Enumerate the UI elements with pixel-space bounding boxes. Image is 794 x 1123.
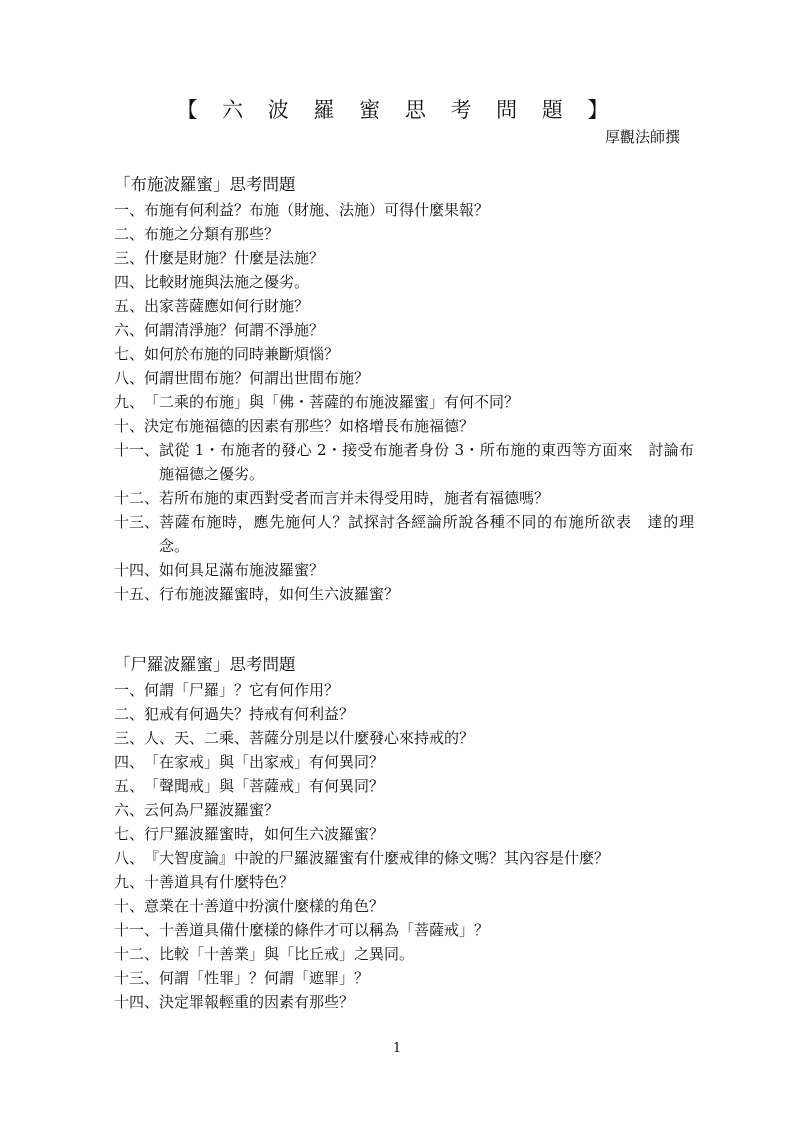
question-text: 布施有何利益？布施（財施、法施）可得什麼果報？ <box>144 201 490 219</box>
question-item <box>114 894 694 918</box>
question-text: 布施之分類有那些？ <box>144 225 280 243</box>
question-text: 什麼是財施？什麼是法施？ <box>144 249 325 267</box>
question-item <box>114 846 694 870</box>
question-item <box>114 798 694 822</box>
question-number: 八、 <box>114 849 145 867</box>
question-number: 九、 <box>114 393 145 411</box>
question-item <box>114 558 694 582</box>
question-number: 一、 <box>114 681 145 699</box>
author-credit: 厚觀法師撰 <box>604 128 680 146</box>
question-text: 何謂「尸羅」？它有何作用？ <box>144 681 340 699</box>
question-text: 比較「十善業」與「比丘戒」之異同。 <box>159 945 415 963</box>
question-number: 十四、 <box>114 561 160 579</box>
question-text: 云何為尸羅波羅蜜？ <box>144 801 280 819</box>
question-number: 一、 <box>114 201 145 219</box>
question-text: 比較財施與法施之優劣。 <box>144 273 310 291</box>
question-item <box>114 726 694 750</box>
question-text: 何謂世間布施？何謂出世間布施？ <box>144 369 370 387</box>
question-number: 十二、 <box>114 945 160 963</box>
question-text: 如何具足滿布施波羅蜜？ <box>159 561 325 579</box>
question-number: 四、 <box>114 753 145 771</box>
page-title: 【 六 波 羅 蜜 思 考 問 題 】 <box>176 98 618 122</box>
question-item <box>114 438 694 486</box>
question-number: 五、 <box>114 777 145 795</box>
section-sila <box>114 652 694 1014</box>
question-text: 十善道具備什麼樣的條件才可以稱為「菩薩戒」？ <box>159 921 490 939</box>
question-number: 七、 <box>114 825 145 843</box>
question-number: 十四、 <box>114 993 160 1011</box>
question-text: 「聲聞戒」與「菩薩戒」有何異同？ <box>144 777 385 795</box>
question-number: 十五、 <box>114 585 160 603</box>
question-number: 十、 <box>114 897 145 915</box>
question-text: 決定布施福德的因素有那些？如格增長布施福德？ <box>144 417 475 435</box>
section-heading: 「布施波羅蜜」思考問題 <box>114 175 296 194</box>
question-text: 意業在十善道中扮演什麼樣的角色？ <box>144 897 385 915</box>
question-number: 九、 <box>114 873 145 891</box>
question-number: 五、 <box>114 297 145 315</box>
question-item <box>114 270 694 294</box>
question-list <box>114 678 694 1014</box>
question-item <box>114 990 694 1014</box>
question-item <box>114 414 694 438</box>
question-item <box>114 198 694 222</box>
question-number: 十一、 <box>114 921 160 939</box>
question-item <box>114 918 694 942</box>
question-text: 出家菩薩應如何行財施？ <box>144 297 310 315</box>
question-text: 試從 1・布施者的發心 2・接受布施者身份 3・所布施的東西等方面來 討論布施福德之優劣。 <box>159 441 694 483</box>
question-text: 如何於布施的同時兼斷煩惱？ <box>144 345 340 363</box>
question-number: 三、 <box>114 729 145 747</box>
question-item <box>114 294 694 318</box>
question-number: 二、 <box>114 225 145 243</box>
question-number: 十二、 <box>114 489 160 507</box>
question-text: 犯戒有何過失？持戒有何利益？ <box>144 705 355 723</box>
question-text: 人、天、二乘、菩薩分別是以什麼發心來持戒的？ <box>144 729 475 747</box>
question-text: 菩薩布施時，應先施何人？試探討各經論所說各種不同的布施所欲表 達的理念。 <box>159 513 694 555</box>
question-item <box>114 222 694 246</box>
question-item <box>114 750 694 774</box>
question-text: 『大智度論』中說的尸羅波羅蜜有什麼戒律的條文嗎？其內容是什麼？ <box>144 849 610 867</box>
question-number: 八、 <box>114 369 145 387</box>
question-item <box>114 582 694 606</box>
question-number: 三、 <box>114 249 145 267</box>
question-text: 十善道具有什麼特色？ <box>144 873 295 891</box>
page-number: 1 <box>392 1041 402 1056</box>
question-item <box>114 486 694 510</box>
question-item <box>114 678 694 702</box>
question-item <box>114 870 694 894</box>
question-item <box>114 942 694 966</box>
question-item <box>114 390 694 414</box>
question-number: 六、 <box>114 801 145 819</box>
question-number: 十、 <box>114 417 145 435</box>
question-number: 六、 <box>114 321 145 339</box>
question-item <box>114 246 694 270</box>
question-text: 行布施波羅蜜時，如何生六波羅蜜？ <box>159 585 400 603</box>
question-number: 十一、 <box>114 441 160 459</box>
question-item <box>114 366 694 390</box>
section-dana <box>114 172 694 606</box>
question-list <box>114 198 694 606</box>
question-item <box>114 318 694 342</box>
question-number: 七、 <box>114 345 145 363</box>
question-text: 「二乘的布施」與「佛・菩薩的布施波羅蜜」有何不同？ <box>144 393 520 411</box>
section-heading: 「尸羅波羅蜜」思考問題 <box>114 655 296 674</box>
question-text: 「在家戒」與「出家戒」有何異同？ <box>144 753 385 771</box>
question-text: 決定罪報輕重的因素有那些？ <box>159 993 355 1011</box>
question-text: 何謂清淨施？何謂不淨施？ <box>144 321 325 339</box>
question-number: 十三、 <box>114 513 160 531</box>
question-number: 二、 <box>114 705 145 723</box>
question-text: 行尸羅波羅蜜時，如何生六波羅蜜？ <box>144 825 385 843</box>
question-text: 若所布施的東西對受者而言并未得受用時，施者有福德嗎？ <box>159 489 550 507</box>
question-item <box>114 966 694 990</box>
question-number: 四、 <box>114 273 145 291</box>
question-text: 何謂「性罪」？何謂「遮罪」？ <box>159 969 370 987</box>
question-item <box>114 342 694 366</box>
question-number: 十三、 <box>114 969 160 987</box>
question-item <box>114 822 694 846</box>
question-item <box>114 510 694 558</box>
question-item <box>114 774 694 798</box>
question-item <box>114 702 694 726</box>
